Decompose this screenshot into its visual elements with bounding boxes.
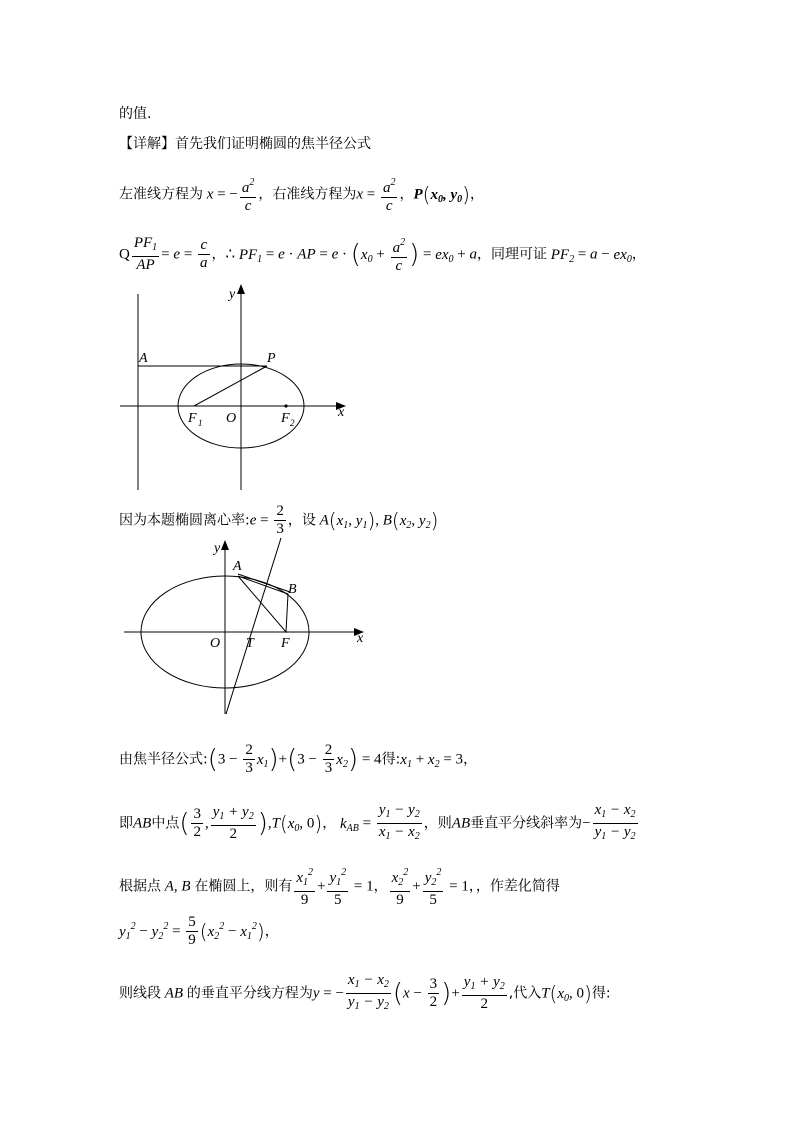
text-line-2: 【详解】首先我们证明椭圆的焦半径公式: [119, 136, 371, 152]
label-A: A: [233, 559, 242, 574]
text-line-4: Q $\frac{PF_1}{AP}$ = e = $\frac{c}{a}$ ，∴ $PF_1 = e$ · AP = $e \cdot (x_0$ + $\frac{a^2}{c}$ ) = $ex_0 + a$，同理可证 $PF_2 = a - ex_0$，: [119, 235, 646, 274]
segment-AB: [238, 574, 290, 592]
label-y: y: [214, 541, 221, 556]
text-line-7: 即AB中点( $\frac{3}{2}$ , $\frac{y_1 + y_2}{2}$ )$,T(x_0$, 0)， $k_{AB}$ = $\frac{y_1 - y_2}{x_1 - x_2}$ ，则AB垂直平分线斜率为− $\frac{x_1 - x_2}{y_1 - y_2}$: [119, 802, 636, 842]
text-line-6: 由焦半径公式:(3 − $\frac{2}{3}$ $x_1)+(3$ − $\frac{2}{3}$ $x_2) = 4$得$:x_1 + x_2 = 3$，: [119, 742, 478, 776]
text-line-3: 左准线方程为 x = − $\frac{a^2}{c}$ ，右准线方程为x = $\frac{a^2}{c}$ ，$P(x_0$, $y_0$)，: [119, 174, 484, 215]
label-F1: F: [188, 411, 197, 426]
label-O: O: [210, 636, 221, 651]
text-line-9: $y_1^2 - y_2^2$ = $\frac{5}{9}$ $(x_2^2 - x_1^2)$，: [119, 914, 279, 948]
label-F2: F: [281, 411, 290, 426]
label-F1-sub: 1: [198, 418, 203, 428]
y-axis-arrow: [221, 540, 229, 550]
label-F2-sub: 2: [290, 418, 295, 428]
label-P: P: [267, 351, 276, 366]
label-A: A: [139, 351, 148, 366]
label-T: T: [246, 636, 254, 651]
ellipse-figure-2: [118, 536, 378, 718]
label-O: O: [226, 411, 237, 426]
ellipse-figure-1: [118, 282, 358, 494]
focus-F2-dot: [284, 404, 287, 407]
label-y: y: [229, 287, 236, 302]
label-B: B: [288, 582, 297, 597]
text-line-10: 则线段 AB 的垂直平分线方程为y = − $\frac{x_1 - x_2}{y_1 - y_2}$ (x − $\frac{3}{2}$ )+ $\frac{y_1 + y_2}{2}$ ,代入$T(x_0$, 0)得:: [119, 972, 611, 1012]
text-line-8: 根据点 A, B 在椭圆上，则有 $\frac{x_1^2}{9}$ + $\frac{y_1^2}{5}$ = 1， $\frac{x_2^2}{9}$ + $\frac{y_2^2}{5}$ = 1，，作差化简得: [119, 864, 560, 909]
triangle-ABF: [238, 576, 288, 632]
text-line-1: 的值.: [119, 106, 152, 122]
label-F: F: [281, 636, 290, 651]
label-x: x: [338, 405, 345, 420]
y-axis-arrow: [237, 284, 245, 294]
label-x: x: [357, 631, 364, 646]
text-line-5: 因为本题椭圆离心率:e = $\frac{2}{3}$ ，设 $A(x_1$, $y_1$), $B(x_2$, $y_2$): [119, 503, 439, 537]
